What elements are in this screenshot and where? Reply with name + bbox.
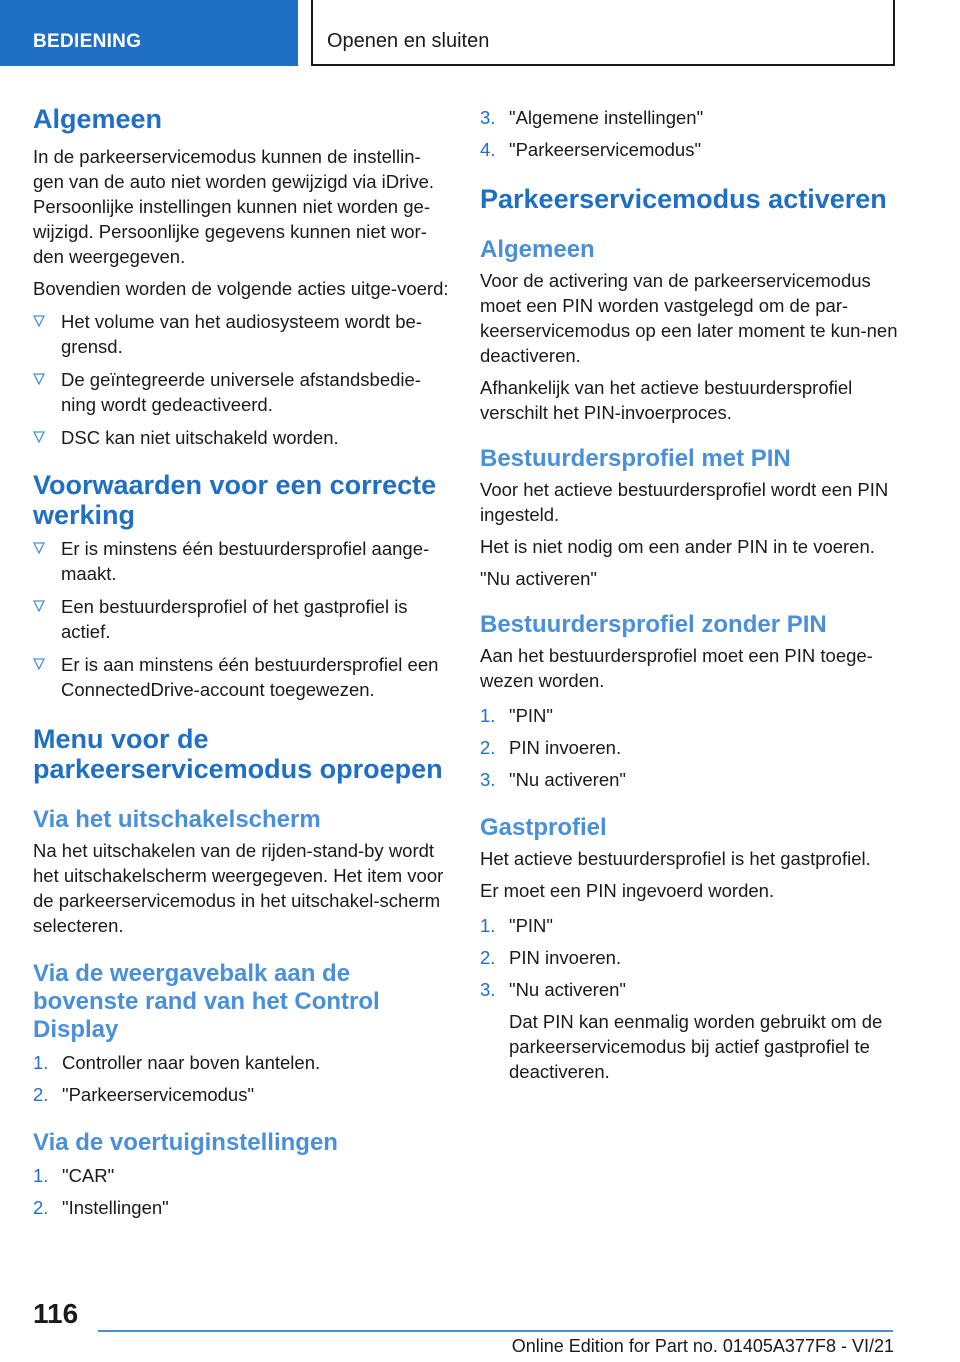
footer-edition: Online Edition for Part no. 01405A377F8 - VI/21 xyxy=(511,1336,894,1356)
heading-zonder-pin: Bestuurdersprofiel zonder PIN xyxy=(480,611,827,638)
step-list-gast xyxy=(480,913,898,1084)
step-item: 2. PIN invoeren. xyxy=(480,947,622,968)
step-list-voertuiginstellingen xyxy=(33,1163,451,1220)
step-list-zonder-pin xyxy=(480,703,898,792)
paragraph-zonder-pin: Aan het bestuurdersprofiel moet een PIN toege-wezen worden. xyxy=(480,645,873,691)
bullet-list-acties xyxy=(33,309,451,450)
triangle-bullet-icon xyxy=(33,431,45,443)
heading-menu: Menu voor de parkeerservicemodus oproepen xyxy=(33,724,443,784)
step-item: 1. "CAR" xyxy=(33,1165,115,1186)
triangle-bullet-icon xyxy=(33,658,45,670)
heading-activeren: Parkeerservicemodus activeren xyxy=(480,184,887,214)
chapter-title: Openen en sluiten xyxy=(311,0,895,66)
paragraph-met-pin-2: Het is niet nodig om een ander PIN in te voeren. xyxy=(480,536,875,557)
left-column xyxy=(33,100,451,1220)
heading-via-uitschakelscherm: Via het uitschakelscherm xyxy=(33,806,321,833)
list-item: De geïntegreerde universele afstandsbedie-ning wordt gedeactiveerd. xyxy=(33,367,451,417)
step-item: 1. "PIN" xyxy=(480,915,553,936)
paragraph-met-pin-3: "Nu activeren" xyxy=(480,568,597,589)
heading-met-pin: Bestuurdersprofiel met PIN xyxy=(480,445,791,472)
step-list-continued xyxy=(480,105,898,162)
step-item: 3. "Nu activeren" xyxy=(480,769,626,790)
step-item: 1. Controller naar boven kantelen. xyxy=(33,1052,321,1073)
step-item: 2. "Parkeerservicemodus" xyxy=(33,1084,255,1105)
triangle-bullet-icon xyxy=(33,600,45,612)
triangle-bullet-icon xyxy=(33,315,45,327)
step-item: 3. "Algemene instellingen" xyxy=(480,107,704,128)
paragraph-met-pin-1: Voor het actieve bestuurdersprofiel wordt een PIN ingesteld. xyxy=(480,479,889,525)
list-item: Er is minstens één bestuurdersprofiel aange-maakt. xyxy=(33,536,451,586)
step-item: 2. "Instellingen" xyxy=(33,1197,169,1218)
heading-gastprofiel: Gastprofiel xyxy=(480,814,607,841)
step-item: 3. "Nu activeren" Dat PIN kan eenmalig worden gebruikt om de parkeerservicemodus bij actief gastprofiel te deactiveren. xyxy=(480,977,898,1084)
footer-divider xyxy=(98,1330,893,1332)
list-item: Het volume van het audiosysteem wordt be-grensd. xyxy=(33,309,451,359)
paragraph-intro: In de parkeerservicemodus kunnen de instellin-gen van de auto niet worden gewijzigd via iDrive. Persoonlijke instellingen kunnen niet worden ge-wijzigd. Persoonlijke gegevens kunnen niet wor-den weergegeven. xyxy=(33,146,435,267)
list-item: DSC kan niet uitschakeld worden. xyxy=(33,425,451,450)
paragraph-gast-1: Het actieve bestuurdersprofiel is het gastprofiel. xyxy=(480,848,871,869)
paragraph-gast-2: Er moet een PIN ingevoerd worden. xyxy=(480,880,775,901)
heading-algemeen-right: Algemeen xyxy=(480,236,595,263)
step-item: 1. "PIN" xyxy=(480,705,553,726)
right-column xyxy=(480,100,898,1084)
heading-via-weergavebalk: Via de weergavebalk aan de bovenste rand van het Control Display xyxy=(33,960,380,1043)
step-note: Dat PIN kan eenmalig worden gebruikt om de parkeerservicemodus bij actief gastprofiel te deactiveren. xyxy=(509,1011,883,1082)
section-title: BEDIENING xyxy=(0,0,298,66)
page-header xyxy=(0,0,960,66)
heading-algemeen: Algemeen xyxy=(33,104,163,134)
paragraph-activering: Voor de activering van de parkeerservicemodus moet een PIN worden vastgelegd om de par-keerservicemodus op een later moment te kun-nen deactiveren. xyxy=(480,270,898,366)
triangle-bullet-icon xyxy=(33,542,45,554)
bullet-list-voorwaarden xyxy=(33,536,451,702)
step-item: 4. "Parkeerservicemodus" xyxy=(480,139,702,160)
paragraph-acties: Bovendien worden de volgende acties uitge-voerd: xyxy=(33,278,449,299)
paragraph-pin-invoerproces: Afhankelijk van het actieve bestuurdersprofiel verschilt het PIN-invoerproces. xyxy=(480,377,853,423)
list-item: Een bestuurdersprofiel of het gastprofiel is actief. xyxy=(33,594,451,644)
heading-voorwaarden: Voorwaarden voor een correcte werking xyxy=(33,470,437,530)
paragraph-via-uitschakelscherm: Na het uitschakelen van de rijden-stand-by wordt het uitschakelscherm weergegeven. Het item voor de parkeerservicemodus in het uitschakel-scherm selecteren. xyxy=(33,840,444,936)
step-item: 2. PIN invoeren. xyxy=(480,737,622,758)
triangle-bullet-icon xyxy=(33,373,45,385)
heading-via-voertuiginstellingen: Via de voertuiginstellingen xyxy=(33,1129,338,1156)
step-list-weergavebalk xyxy=(33,1050,451,1107)
list-item: Er is aan minstens één bestuurdersprofiel een ConnectedDrive-account toegewezen. xyxy=(33,652,451,702)
page-number: 116 xyxy=(33,1298,79,1329)
